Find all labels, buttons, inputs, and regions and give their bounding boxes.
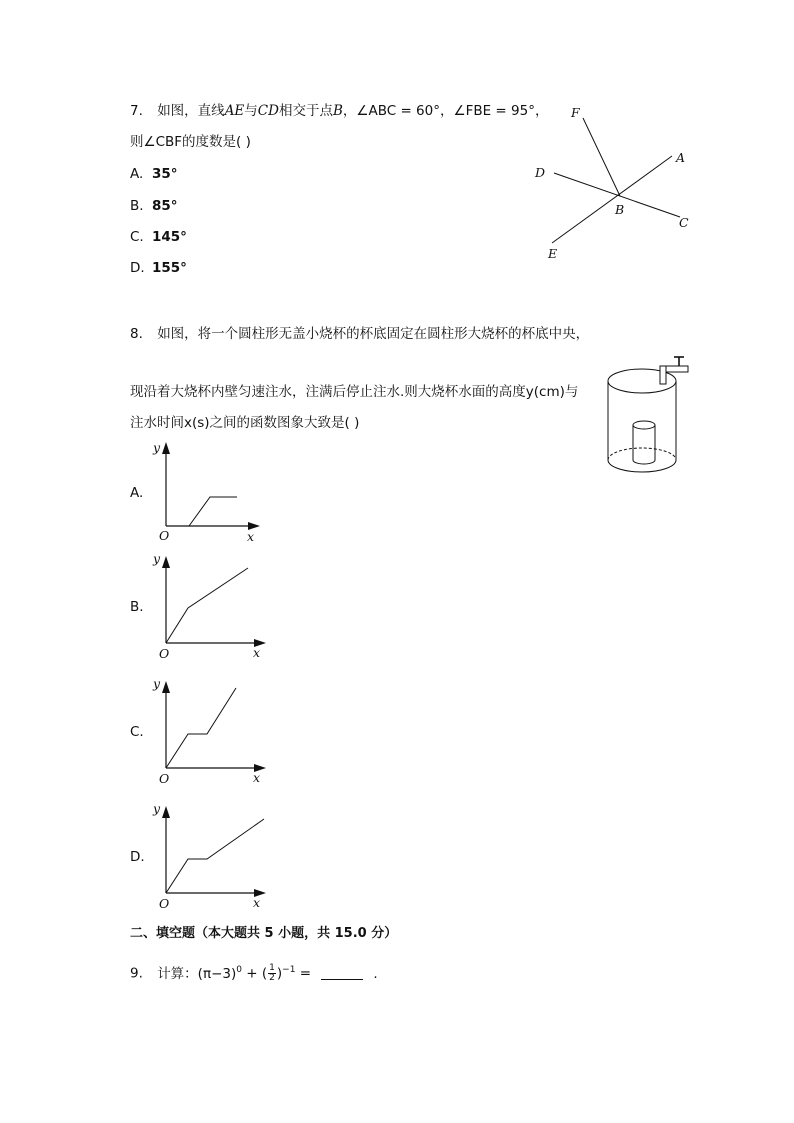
q7-option-a[interactable]: [130, 166, 178, 182]
faucet-spout: [660, 366, 666, 384]
graph-c-y-label: y: [153, 676, 161, 691]
graph-c-curve: [166, 688, 236, 768]
q7-text-a: 如图，直线: [157, 103, 225, 119]
graph-d: [150, 800, 275, 912]
graph-b: [150, 550, 275, 662]
label-f: F: [571, 105, 580, 120]
q7-option-d-letter: D.: [130, 260, 145, 276]
label-e: E: [548, 246, 558, 261]
q7-option-d-value: 155°: [152, 260, 187, 276]
q8-option-d-letter: D.: [130, 849, 145, 865]
q8-text-1: 如图，将一个圆柱形无盖小烧杯的杯底固定在圆柱形大烧杯的杯底中央，: [157, 326, 590, 342]
label-a: A: [676, 150, 686, 165]
q8-option-c[interactable]: [130, 724, 152, 740]
q7-figure: [520, 100, 710, 270]
q9-line: [130, 964, 378, 983]
graph-a: [150, 438, 275, 546]
q7-text-b: 与: [244, 103, 258, 119]
graph-a-x-label: x: [247, 529, 255, 544]
q7-line2: 则∠CBF的度数是( ): [130, 134, 251, 150]
q7-option-b-value: 85°: [152, 198, 178, 214]
graph-a-y-arrow: [162, 442, 170, 454]
graph-d-x-label: x: [253, 895, 261, 910]
q8-option-b-letter: B.: [130, 599, 144, 615]
label-d: D: [535, 165, 546, 180]
q7-text-bpt: B: [332, 103, 343, 119]
graph-b-origin: O: [159, 646, 170, 661]
q7-text-cd: CD: [257, 103, 279, 119]
q7-option-b-letter: B.: [130, 198, 144, 214]
q7-option-c-letter: C.: [130, 229, 144, 245]
q8-line1: [130, 328, 589, 342]
q7-text-c: 相交于点: [278, 103, 333, 119]
label-b: B: [615, 202, 625, 217]
graph-c-origin: O: [159, 771, 170, 786]
q7-line1: [130, 105, 548, 119]
graph-b-y-label: y: [153, 551, 161, 566]
beaker-figure: [604, 352, 694, 482]
q8-option-b[interactable]: [130, 599, 152, 615]
q9-end: .: [373, 965, 378, 982]
q8-line2: 现沿着大烧杯内壁匀速注水，注满后停止注水.则大烧杯水面的高度y(cm)与: [130, 384, 579, 400]
q7-text-ae: AE: [224, 103, 245, 119]
line-fb: [583, 118, 620, 196]
q9-exp0: 0: [236, 965, 242, 975]
q7-option-b[interactable]: [130, 198, 178, 214]
graph-b-x-label: x: [253, 645, 261, 660]
q9-prefix: 计算：(π−3): [157, 965, 237, 982]
graph-a-origin: O: [159, 528, 170, 543]
q9-exp-neg: −1: [282, 965, 296, 975]
graph-d-origin: O: [159, 896, 170, 911]
graph-b-curve: [166, 568, 248, 643]
graph-c-x-label: x: [253, 770, 261, 785]
q9-frac-den: 2: [269, 973, 275, 983]
q9-equals: =: [295, 965, 316, 982]
q9-answer-blank[interactable]: [321, 967, 363, 980]
q9-fraction: [268, 964, 276, 983]
q7-option-d[interactable]: [130, 260, 187, 276]
q7-option-c-value: 145°: [152, 229, 187, 245]
q9-plus: + (: [241, 965, 268, 982]
q7-text-d: ，∠ABC = 60°，∠FBE = 95°，: [342, 103, 549, 119]
small-beaker-top: [633, 421, 655, 429]
graph-c: [150, 675, 275, 787]
graph-a-curve: [189, 497, 237, 526]
q8-line3: 注水时间x(s)之间的函数图象大致是( ): [130, 415, 360, 431]
q8-option-a[interactable]: [130, 485, 152, 501]
q7-option-c[interactable]: [130, 229, 187, 245]
graph-d-curve: [166, 819, 264, 893]
q8-option-a-letter: A.: [130, 485, 144, 501]
q9-close: ): [276, 965, 283, 982]
line-ae: [552, 156, 672, 243]
graph-d-y-label: y: [153, 801, 161, 816]
q8-number: 8.: [130, 326, 143, 342]
section-2-title: 二、填空题（本大题共 5 小题，共 15.0 分）: [130, 926, 398, 941]
graph-a-y-label: y: [153, 440, 161, 455]
q9-number: 9.: [130, 965, 143, 982]
q7-option-a-letter: A.: [130, 166, 144, 182]
graph-d-y-arrow: [162, 806, 170, 818]
q8-option-d[interactable]: [130, 849, 152, 865]
label-c: C: [679, 215, 689, 230]
graph-b-y-arrow: [162, 556, 170, 568]
large-beaker-bottom-back: [608, 448, 676, 460]
q8-option-c-letter: C.: [130, 724, 144, 740]
small-beaker-bottom: [633, 460, 655, 464]
q9-frac-num: 1: [269, 963, 275, 973]
graph-c-y-arrow: [162, 681, 170, 693]
q7-number: 7.: [130, 103, 143, 119]
large-beaker-bottom-front: [608, 460, 676, 472]
q7-option-a-value: 35°: [152, 166, 178, 182]
